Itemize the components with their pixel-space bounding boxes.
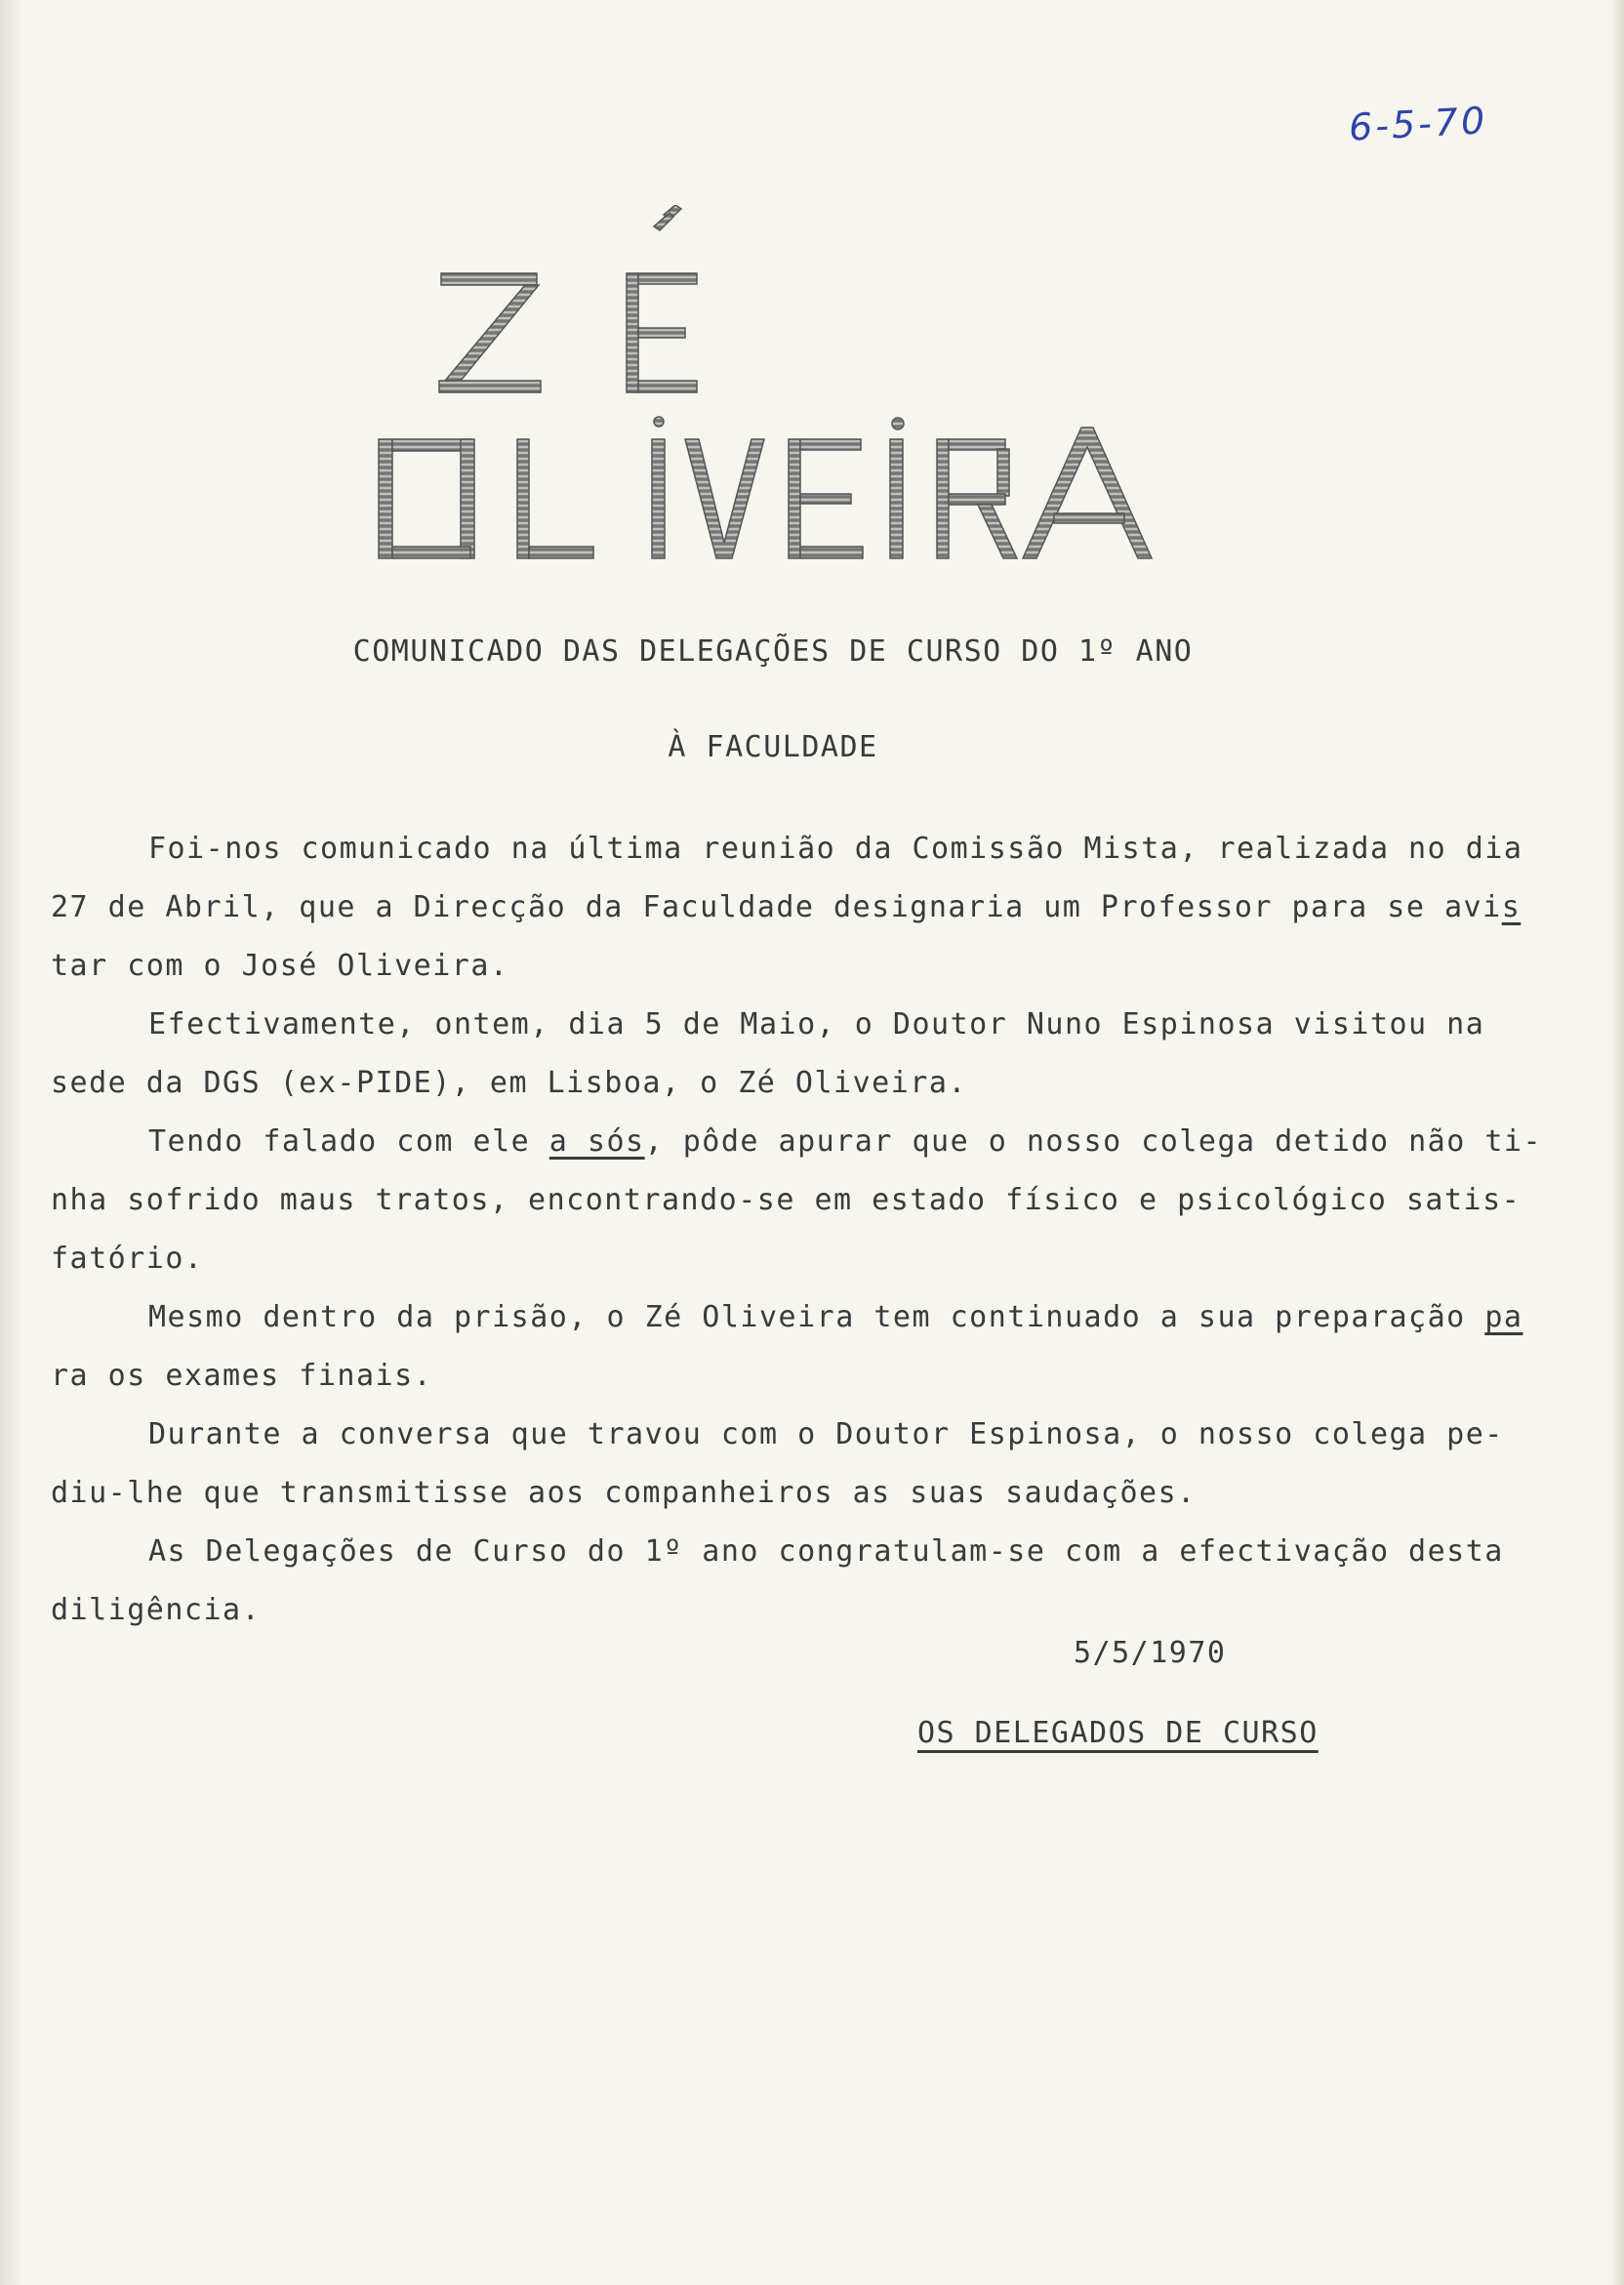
text-line: sede da DGS (ex-PIDE), em Lisboa, o Zé Oliveira. xyxy=(51,1066,967,1100)
text-run: Tendo falado com ele xyxy=(148,1124,549,1159)
text-line: Durante a conversa que travou com o Doutor Espinosa, o nosso colega pe- xyxy=(148,1417,1504,1451)
underlined-text: s xyxy=(1501,890,1522,924)
stencil-logo-graphic xyxy=(371,205,1171,576)
heading-addressee: À FACULDADE xyxy=(668,730,878,764)
signature-name: OS DELEGADOS DE CURSO xyxy=(917,1716,1319,1750)
page-shadow-left xyxy=(0,0,23,2285)
text-line: As Delegações de Curso do 1º ano congratulam-se com a efectivação desta xyxy=(148,1534,1504,1569)
text-line: diligência. xyxy=(51,1593,262,1627)
handwritten-date: 6-5-70 xyxy=(1347,99,1489,149)
signature-date: 5/5/1970 xyxy=(1074,1636,1227,1670)
text-line: Efectivamente, ontem, dia 5 de Maio, o Doutor Nuno Espinosa visitou na xyxy=(148,1007,1485,1041)
text-run: Mesmo dentro da prisão, o Zé Oliveira tem continuado a sua preparação xyxy=(148,1300,1485,1334)
text-line: diu-lhe que transmitisse aos companheiros as suas saudações. xyxy=(51,1476,1197,1510)
text-run: 27 de Abril, que a Direcção da Faculdade designaria um Professor para se avi xyxy=(51,890,1502,924)
letter-body xyxy=(51,820,1573,1640)
text-line xyxy=(51,1113,1573,1171)
underlined-text: a sós xyxy=(548,1124,645,1159)
text-line: tar com o José Oliveira. xyxy=(51,949,509,983)
text-line xyxy=(51,1288,1573,1347)
text-line: ra os exames finais. xyxy=(51,1359,433,1393)
text-run: , pôde apurar que o nosso colega detido não ti- xyxy=(644,1124,1543,1159)
text-line xyxy=(51,878,1573,937)
text-line: Foi-nos comunicado na última reunião da Comissão Mista, realizada no dia xyxy=(148,832,1523,866)
stencil-logo xyxy=(371,205,1171,576)
heading-communique: COMUNICADO DAS DELEGAÇÕES DE CURSO DO 1º ANO xyxy=(352,634,1194,669)
text-line: nha sofrido maus tratos, encontrando-se em estado físico e psicológico satis- xyxy=(51,1183,1522,1217)
underlined-text: pa xyxy=(1484,1300,1523,1334)
text-line: fatório. xyxy=(51,1242,204,1276)
page-shadow-right xyxy=(1610,0,1624,2285)
